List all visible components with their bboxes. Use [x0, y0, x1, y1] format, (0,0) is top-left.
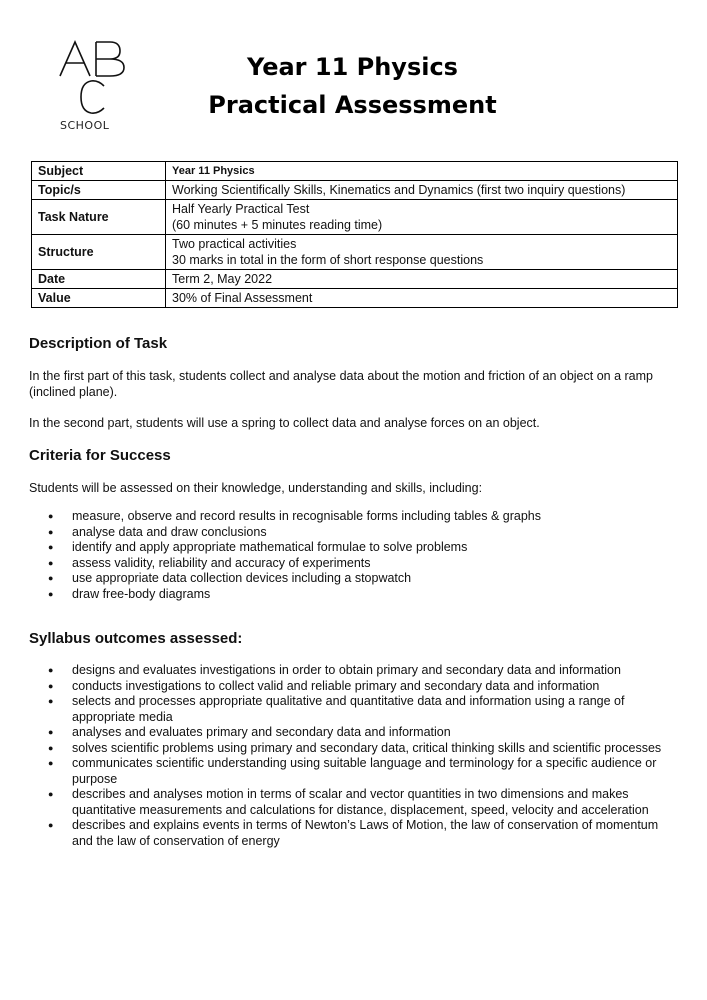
list-item: ● measure, observe and record results in recognisable forms including tables & graphs: [48, 509, 680, 525]
table-value-line: 30 marks in total in the form of short response questions: [172, 253, 484, 267]
school-logo: [56, 38, 130, 134]
table-key-cell: Value: [32, 289, 166, 308]
criteria-heading: Criteria for Success: [29, 447, 171, 464]
table-value-cell: [166, 235, 678, 270]
assessment-info-table: [31, 161, 678, 308]
outcomes-list: [48, 663, 680, 849]
criteria-list: [48, 509, 680, 602]
table-value-line: Two practical activities: [172, 237, 297, 251]
list-item: ● conducts investigations to collect valid and reliable primary and secondary data and information: [48, 679, 680, 695]
list-item: ● selects and processes appropriate qualitative and quantitative data and information using a range of appropriate media: [48, 694, 680, 725]
table-value-cell: [166, 200, 678, 235]
description-heading: Description of Task: [29, 335, 168, 352]
abc-logo-mark: [56, 38, 130, 118]
list-item: ● describes and analyses motion in terms of scalar and vector quantities in two dimensions and makes quantitative measurements and calculations for distance, displacement, speed, velocity and acceleration: [48, 787, 680, 818]
list-item: ● designs and evaluates investigations in order to obtain primary and secondary data and information: [48, 663, 680, 679]
table-row-value: [32, 289, 678, 308]
list-item: ● communicates scientific understanding using suitable language and terminology for a specific audience or purpose: [48, 756, 680, 787]
table-value-line: Year 11 Physics: [172, 165, 255, 177]
logo-letter-b: [96, 42, 124, 76]
outcomes-heading: Syllabus outcomes assessed:: [29, 630, 243, 647]
table-value-cell: [166, 181, 678, 200]
table-value-line: (60 minutes + 5 minutes reading time): [172, 218, 383, 232]
table-value-line: Term 2, May 2022: [172, 272, 273, 286]
table-row-topics: [32, 181, 678, 200]
list-item: ● solves scientific problems using primary and secondary data, critical thinking skills and scientific processes: [48, 741, 680, 757]
list-item: ● assess validity, reliability and accuracy of experiments: [48, 556, 680, 572]
table-row-structure: [32, 235, 678, 270]
table-key-cell: Task Nature: [32, 200, 166, 235]
table-row-task-nature: [32, 200, 678, 235]
logo-letter-a: [60, 42, 90, 76]
list-item: ● draw free-body diagrams: [48, 587, 680, 603]
table-value-line: 30% of Final Assessment: [172, 291, 313, 305]
logo-letter-c: [81, 81, 104, 113]
table-key-cell: Topic/s: [32, 181, 166, 200]
description-paragraph-2: In the second part, students will use a spring to collect data and analyse forces on an object.: [29, 416, 540, 430]
title-line-2: Practical Assessment: [208, 91, 497, 119]
title-line-1: Year 11 Physics: [247, 53, 458, 81]
list-item: ● use appropriate data collection devices including a stopwatch: [48, 571, 680, 587]
list-item: ● describes and explains events in terms of Newton’s Laws of Motion, the law of conservation of momentum and the law of conservation of energy: [48, 818, 680, 849]
table-key-cell: Date: [32, 270, 166, 289]
table-row-subject: [32, 162, 678, 181]
logo-school-label: SCHOOL: [60, 119, 110, 132]
description-paragraph-1: In the first part of this task, students collect and analyse data about the motion and friction of an object on a ramp (inclined plane).: [29, 369, 653, 399]
table-key-cell: Subject: [32, 162, 166, 181]
table-value-line: Working Scientifically Skills, Kinematics and Dynamics (first two inquiry questions): [172, 183, 626, 197]
criteria-intro: Students will be assessed on their knowledge, understanding and skills, including:: [29, 481, 483, 495]
table-value-cell: [166, 289, 678, 308]
list-item: ● analyses and evaluates primary and secondary data and information: [48, 725, 680, 741]
list-item: ● identify and apply appropriate mathematical formulae to solve problems: [48, 540, 680, 556]
table-value-cell: [166, 162, 678, 181]
list-item: ● analyse data and draw conclusions: [48, 525, 680, 541]
table-row-date: [32, 270, 678, 289]
table-value-line: Half Yearly Practical Test: [172, 202, 310, 216]
table-value-cell: [166, 270, 678, 289]
table-key-cell: Structure: [32, 235, 166, 270]
page-title: [180, 48, 525, 124]
